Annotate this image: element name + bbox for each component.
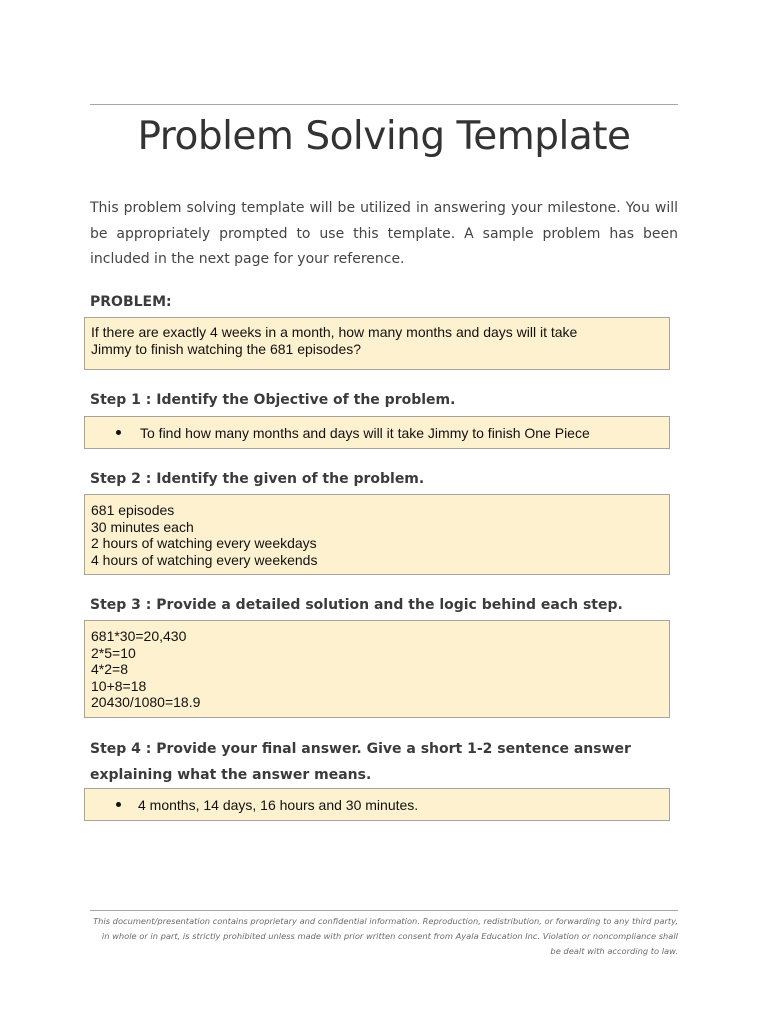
step3-line: 20430/1080=18.9 xyxy=(91,694,201,710)
step1-bullet-text: To find how many months and days will it take Jimmy to finish One Piece xyxy=(140,424,590,441)
top-divider xyxy=(90,104,678,105)
problem-line: Jimmy to finish watching the 681 episodes? xyxy=(91,340,362,357)
step4-heading: Step 4 : Provide your final answer. Give a short 1-2 sentence answer explaining what the answer means. xyxy=(90,741,631,783)
step1-box xyxy=(84,416,670,449)
bullet-icon xyxy=(116,430,121,435)
step3-line: 10+8=18 xyxy=(91,677,147,694)
step2-line: 30 minutes each xyxy=(91,518,194,535)
problem-heading: PROBLEM: xyxy=(90,294,172,310)
step4-box xyxy=(84,788,670,821)
problem-box xyxy=(84,317,670,370)
step2-line: 2 hours of watching every weekdays xyxy=(91,535,317,551)
step2-line: 681 episodes xyxy=(91,502,175,518)
footer-divider xyxy=(90,910,678,911)
problem-line: If there are exactly 4 weeks in a month, how many months and days will it take xyxy=(91,324,578,340)
step3-line: 4*2=8 xyxy=(91,661,128,677)
confidentiality-footer: This document/presentation contains proprietary and confidential information. Reproduction, redistribution, or forwarding to any third party, in whole or in part, is strictly prohibited unless made with prior written consent from Ayala Education Inc. Violation or noncompliance shall be dealt with according to law. xyxy=(93,916,678,956)
intro-paragraph: This problem solving template will be utilized in answering your milestone. You will be appropriately prompted to use this template. A sample problem has been included in the next page for your reference. xyxy=(90,200,678,267)
page-title: Problem Solving Template xyxy=(137,114,631,159)
step4-bullet-text: 4 months, 14 days, 16 hours and 30 minutes. xyxy=(138,796,419,813)
step3-box xyxy=(84,620,670,718)
step2-heading: Step 2 : Identify the given of the problem. xyxy=(90,471,425,487)
step1-heading: Step 1 : Identify the Objective of the problem. xyxy=(90,392,456,408)
bullet-icon xyxy=(116,802,121,807)
step3-line: 681*30=20,430 xyxy=(91,628,187,644)
step3-line: 2*5=10 xyxy=(91,644,136,661)
step2-box xyxy=(84,494,670,575)
step2-line: 4 hours of watching every weekends xyxy=(91,551,318,568)
step3-heading: Step 3 : Provide a detailed solution and the logic behind each step. xyxy=(90,597,623,613)
